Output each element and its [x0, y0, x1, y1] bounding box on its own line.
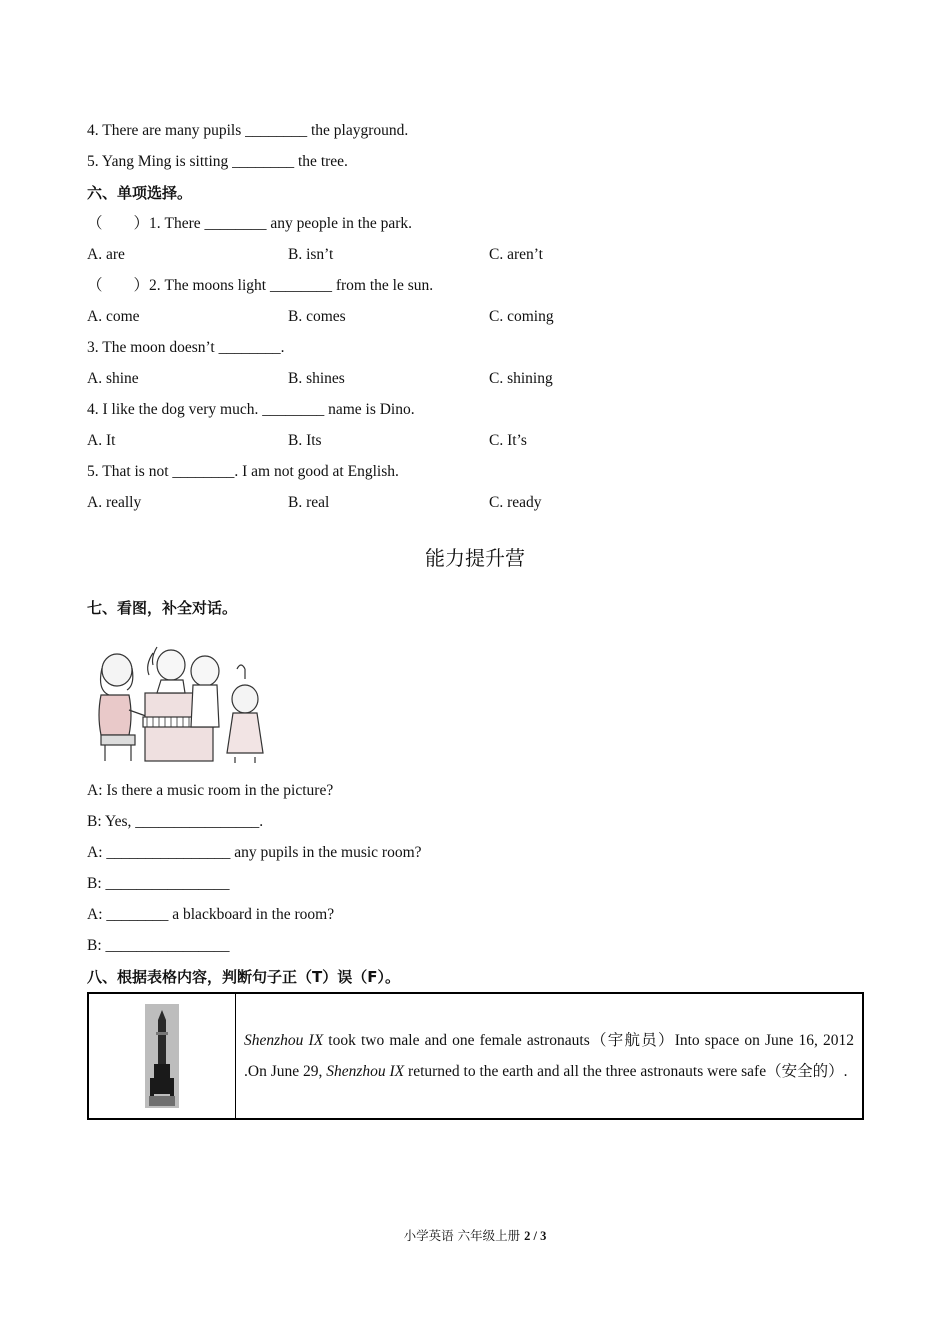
mc-question-2-stem: （ ）2. The moons light ________ from the le sun. [87, 277, 434, 294]
ship-name-2: Shenzhou IX [326, 1063, 405, 1080]
rocket-image-cell [88, 993, 236, 1119]
mc-question-5-option-a: A. really [87, 494, 142, 511]
mc-question-3-option-c: C. shining [489, 370, 553, 387]
section-8-heading: 八、根据表格内容，判断句子正（T）误（F）。 [87, 968, 400, 986]
mc-question-2-option-a: A. come [87, 308, 140, 325]
section-6-heading: 六、单项选择。 [87, 184, 193, 202]
mc-question-2-option-b: B. comes [288, 308, 346, 325]
mc-question-2-option-c: C. coming [489, 308, 554, 325]
section-7-heading: 七、看图，补全对话。 [87, 599, 238, 617]
mc-question-4-option-c: C. It’s [489, 432, 527, 449]
mc-question-5-option-b: B. real [288, 494, 330, 511]
dialogue-line-4: B: ________________ [87, 875, 230, 892]
mc-question-4-option-a: A. It [87, 432, 116, 449]
fill-in-question-4: 4. There are many pupils ________ the playground. [87, 122, 409, 139]
mc-question-5-option-c: C. ready [489, 494, 542, 511]
mc-question-3-option-a: A. shine [87, 370, 139, 387]
mc-question-1-option-c: C. aren’t [489, 246, 543, 263]
mc-question-5-stem: 5. That is not ________. I am not good at English. [87, 463, 399, 480]
page-number: 2 [524, 1229, 531, 1243]
dialogue-line-6: B: ________________ [87, 937, 230, 954]
dialogue-line-2: B: Yes, ________________. [87, 813, 264, 830]
rocket-image [145, 1004, 179, 1108]
info-table [87, 992, 864, 1120]
passage-text-1: took two male and one female astronauts（宇航员）Into space on June 16, 2012 .On June 29, [244, 1032, 855, 1080]
fill-in-question-5: 5. Yang Ming is sitting ________ the tree. [87, 153, 348, 170]
page-separator: / [530, 1229, 541, 1243]
dialogue-line-1: A: Is there a music room in the picture? [87, 782, 334, 799]
mc-question-1-option-a: A. are [87, 246, 125, 263]
singing-girl [227, 665, 263, 763]
mc-question-1-option-b: B. isn’t [288, 246, 334, 263]
page-footer [0, 1227, 950, 1245]
mc-question-3-stem: 3. The moon doesn’t ________. [87, 339, 285, 356]
page-total: 3 [540, 1229, 547, 1243]
dialogue-line-3: A: ________________ any pupils in the music room? [87, 844, 422, 861]
shenzhou-passage [236, 993, 864, 1119]
ship-name-1: Shenzhou IX [244, 1032, 324, 1049]
mc-question-4-stem: 4. I like the dog very much. ________ name is Dino. [87, 401, 415, 418]
dialogue-line-5: A: ________ a blackboard in the room? [87, 906, 335, 923]
passage-text-2: returned to the earth and all the three astronauts were safe（安全的）. [404, 1063, 848, 1080]
section-title: 能力提升营 [425, 546, 525, 570]
mc-question-4-option-b: B. Its [288, 432, 322, 449]
footer-label: 小学英语 六年级上册 [403, 1228, 525, 1243]
music-room-illustration [87, 635, 267, 763]
mc-question-3-option-b: B. shines [288, 370, 345, 387]
mc-question-1-stem: （ ）1. There ________ any people in the park. [87, 215, 412, 232]
